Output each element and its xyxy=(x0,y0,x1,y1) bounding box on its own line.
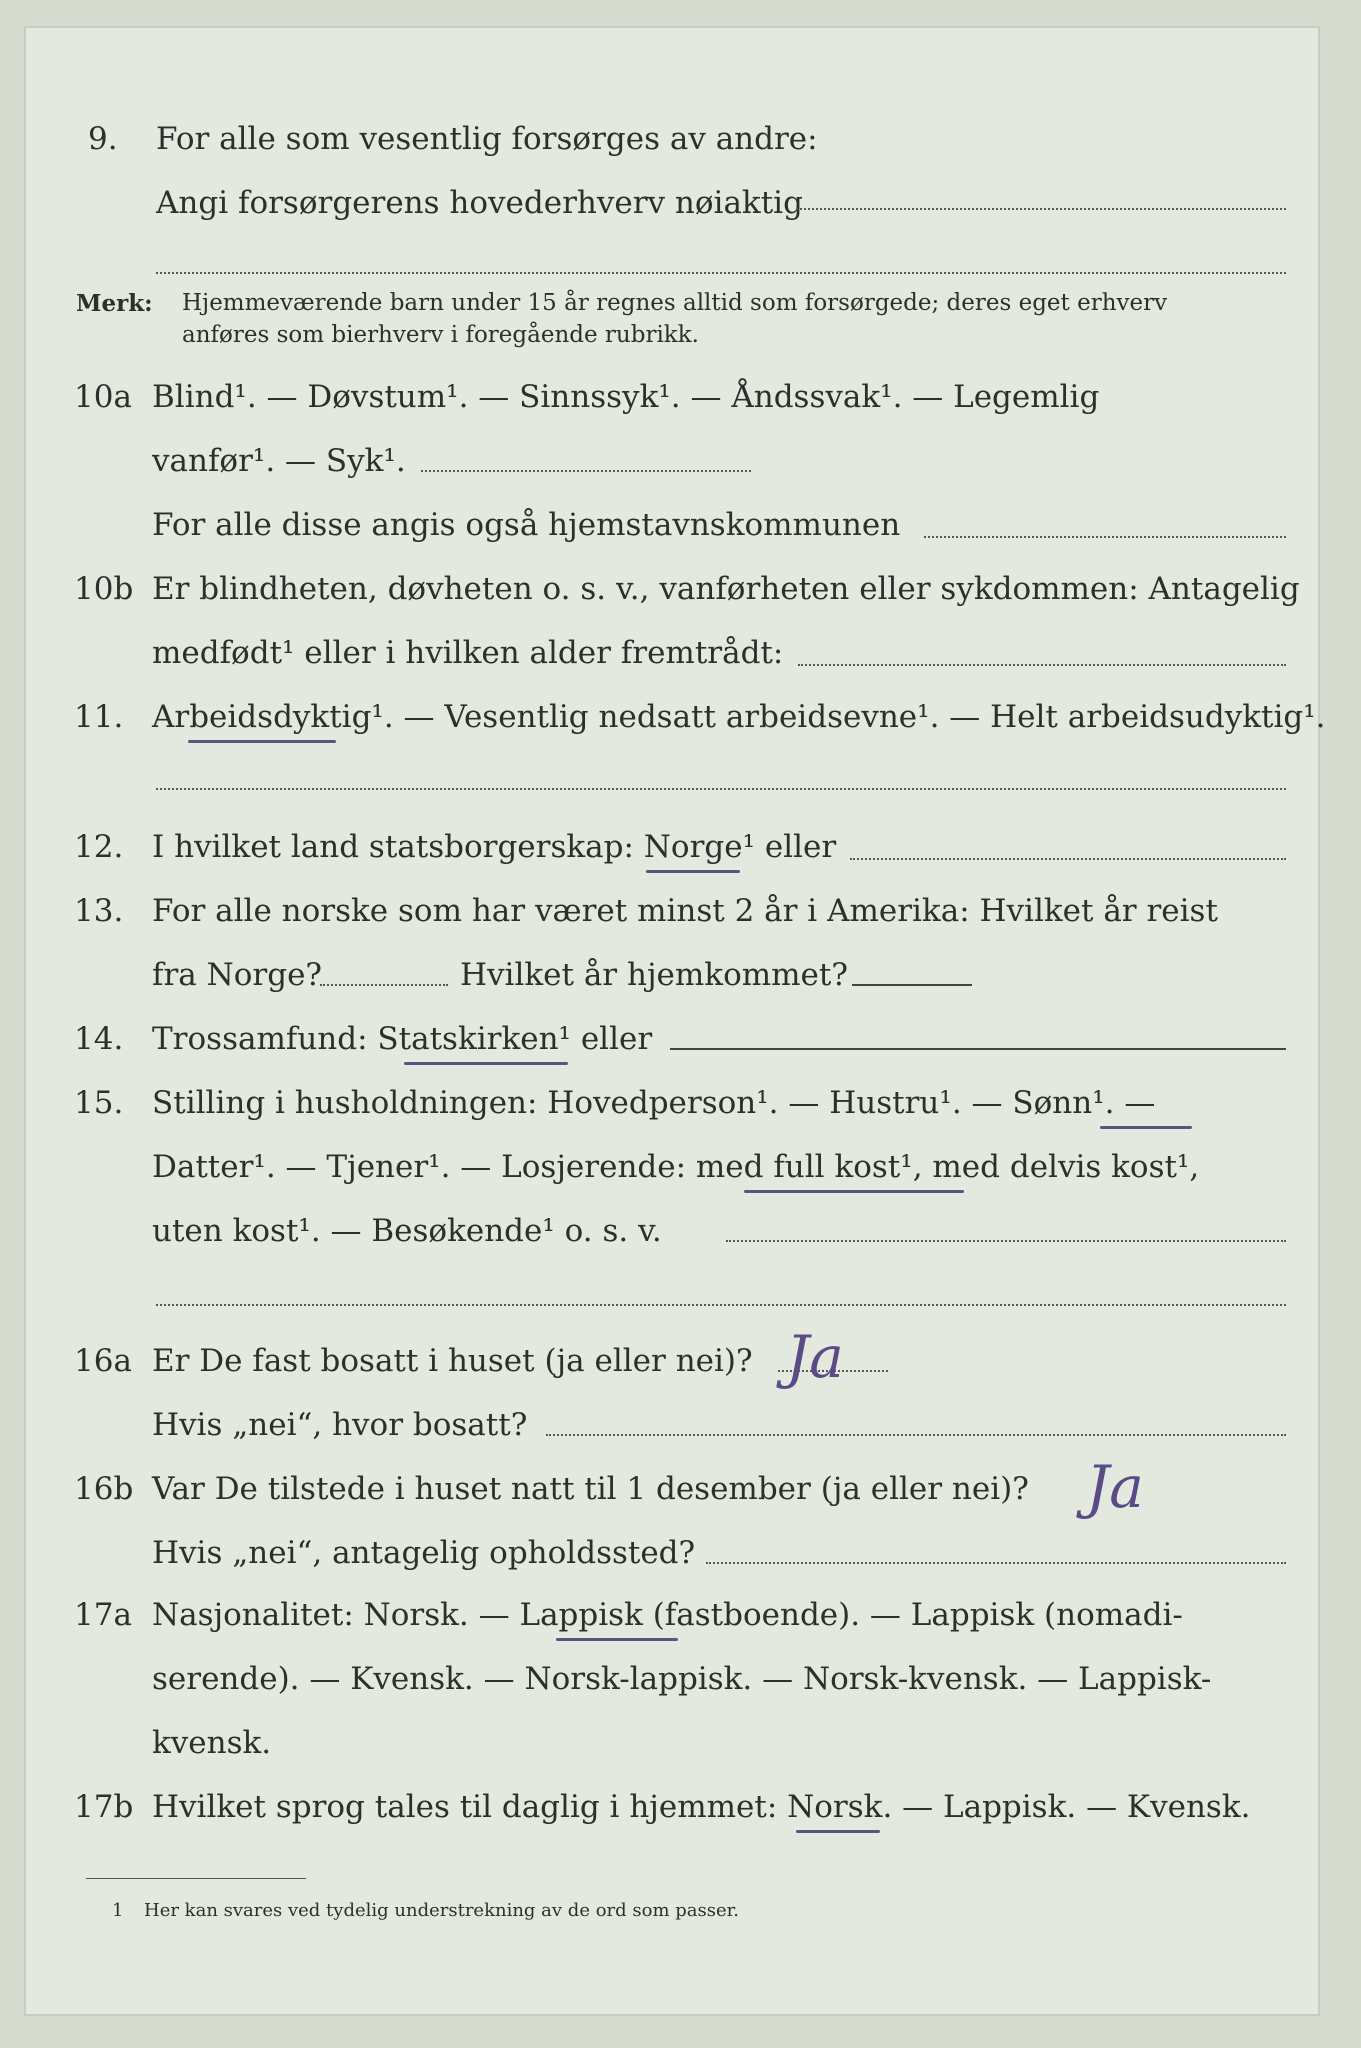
q10a-line3: For alle disse angis også hjemstavnskommunen xyxy=(152,507,901,543)
q13-line2b: Hvilket år hjemkommet? xyxy=(460,957,848,993)
q17b-number: 17b xyxy=(74,1789,134,1825)
footnote-text: Her kan svares ved tydelig understrekning av de ord som passer. xyxy=(144,1900,739,1921)
footnote-rule xyxy=(86,1878,306,1879)
q11-number: 11. xyxy=(74,699,124,735)
q9-answer-line xyxy=(796,208,1286,210)
q17b-line1: Hvilket sprog tales til daglig i hjemmet: Norsk. — Lappisk. — Kvensk. xyxy=(152,1789,1251,1825)
q11-underline xyxy=(188,740,336,743)
q14-underline xyxy=(404,1062,568,1065)
q15-line2: Datter¹. — Tjener¹. — Losjerende: med full kost¹, med delvis kost¹, xyxy=(152,1149,1200,1185)
q15-answer-line-2 xyxy=(156,1304,1286,1306)
q17a-line1: Nasjonalitet: Norsk. — Lappisk (fastboende). — Lappisk (nomadi- xyxy=(152,1597,1183,1633)
q13-right-line xyxy=(852,984,972,986)
q16b-line2: Hvis „nei“, antagelig opholdssted? xyxy=(152,1535,696,1571)
merk-label: Merk: xyxy=(76,290,153,317)
q10b-line2: medfødt¹ eller i hvilken alder fremtrådt: xyxy=(152,635,784,671)
q15-line3: uten kost¹. — Besøkende¹ o. s. v. xyxy=(152,1213,662,1249)
q12-line1: I hvilket land statsborgerskap: Norge¹ eller xyxy=(152,829,837,865)
q9-number: 9. xyxy=(88,121,118,157)
q15-underline-1 xyxy=(1100,1126,1192,1129)
q13-line2a: fra Norge? xyxy=(152,957,323,993)
q17a-underline xyxy=(556,1638,678,1641)
q9-line1: For alle som vesentlig forsørges av andre: xyxy=(156,121,818,157)
census-form-page xyxy=(24,26,1326,2016)
q12-underline xyxy=(646,870,740,873)
q15-line1: Stilling i husholdningen: Hovedperson¹. — Hustru¹. — Sønn¹. — xyxy=(152,1085,1156,1121)
q9-line2: Angi forsørgerens hovederhverv nøiaktig xyxy=(156,185,803,221)
q16b-answer-line xyxy=(706,1562,1286,1564)
q13-line1: For alle norske som har været minst 2 år i Amerika: Hvilket år reist xyxy=(152,893,1218,929)
q16a-where-line xyxy=(546,1434,1286,1436)
q17a-number: 17a xyxy=(74,1597,132,1633)
footnote-mark: 1 xyxy=(112,1900,124,1921)
q10a-line1: Blind¹. — Døvstum¹. — Sinnssyk¹. — Åndssvak¹. — Legemlig xyxy=(152,379,1100,415)
merk-line2: anføres som bierhverv i foregående rubrikk. xyxy=(182,322,699,348)
q16b-number: 16b xyxy=(74,1471,134,1507)
q11-line1: Arbeidsdyktig¹. — Vesentlig nedsatt arbeidsevne¹. — Helt arbeidsudyktig¹. xyxy=(152,699,1326,735)
q10b-answer-line xyxy=(798,664,1286,666)
q15-number: 15. xyxy=(74,1085,124,1121)
merk-line1: Hjemmeværende barn under 15 år regnes alltid som forsørgede; deres eget erhverv xyxy=(182,290,1168,316)
q9-answer-line-2 xyxy=(156,272,1286,274)
q15-answer-line xyxy=(726,1240,1286,1242)
q17a-line2: serende). — Kvensk. — Norsk-lappisk. — Norsk-kvensk. — Lappisk- xyxy=(152,1661,1212,1697)
q15-underline-2 xyxy=(744,1190,964,1193)
q10a-home-line xyxy=(924,536,1286,538)
q11-answer-line xyxy=(156,788,1286,790)
q16a-number: 16a xyxy=(74,1343,132,1379)
q10b-number: 10b xyxy=(74,571,134,607)
q16a-line2: Hvis „nei“, hvor bosatt? xyxy=(152,1407,528,1443)
q16a-line1: Er De fast bosatt i huset (ja eller nei)? xyxy=(152,1343,753,1379)
q16b-handwritten-answer: Ja xyxy=(1086,1453,1144,1521)
q10a-number: 10a xyxy=(74,379,132,415)
q14-number: 14. xyxy=(74,1021,124,1057)
q10a-answer-line xyxy=(421,470,751,472)
q12-answer-line xyxy=(850,858,1286,860)
q14-line1: Trossamfund: Statskirken¹ eller xyxy=(152,1021,653,1057)
q10a-line2: vanfør¹. — Syk¹. xyxy=(152,443,406,479)
q17b-underline xyxy=(796,1830,880,1833)
q10b-line1: Er blindheten, døvheten o. s. v., vanførheten eller sykdommen: Antagelig xyxy=(152,571,1300,607)
q14-answer-line xyxy=(670,1048,1286,1050)
q12-number: 12. xyxy=(74,829,124,865)
q13-left-line xyxy=(320,984,448,986)
q16a-handwritten-answer: Ja xyxy=(786,1323,844,1391)
q17a-line3: kvensk. xyxy=(152,1725,272,1761)
q16b-line1: Var De tilstede i huset natt til 1 desember (ja eller nei)? xyxy=(152,1471,1029,1507)
q13-number: 13. xyxy=(74,893,124,929)
